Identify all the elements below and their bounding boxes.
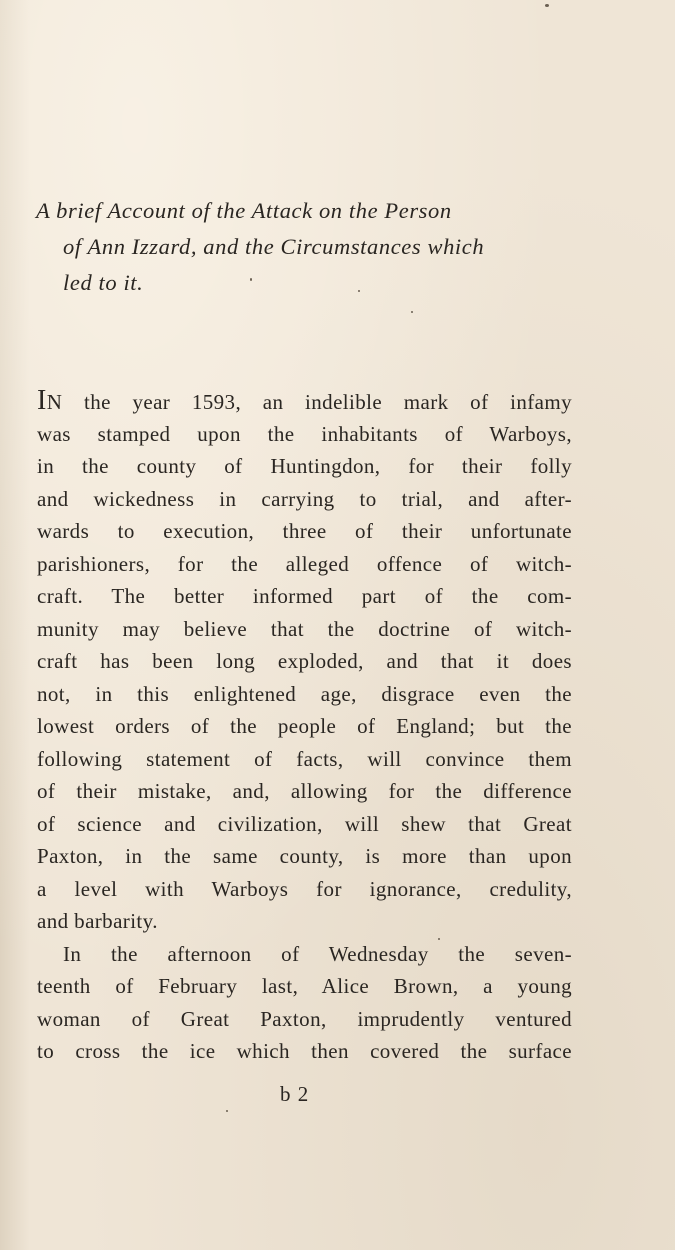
text-line: to cross the ice which then covered the surface: [37, 1039, 572, 1063]
paper-speck: [358, 290, 360, 292]
text-line: and wickedness in carrying to trial, and after-: [37, 486, 572, 511]
text-line: was stamped upon the inhabitants of Warboys,: [37, 421, 572, 446]
text-line: Paxton, in the same county, is more than upon: [37, 844, 572, 868]
text-line: parishioners, for the alleged offence of witch-: [37, 551, 572, 576]
text-line: woman of Great Paxton, imprudently ventured: [37, 1006, 572, 1031]
text-line: In the afternoon of Wednesday the seven-: [63, 941, 572, 966]
text-line: IN the year 1593, an indelible mark of infamy: [37, 385, 572, 416]
paper-speck: [545, 4, 549, 7]
text-line: teenth of February last, Alice Brown, a young: [37, 974, 572, 998]
text-line: craft has been long exploded, and that it does: [37, 649, 572, 673]
text-line: wards to execution, three of their unfortunate: [37, 519, 572, 543]
heading-line: A brief Account of the Attack on the Person: [36, 198, 452, 223]
heading-line: of Ann Izzard, and the Circumstances which: [63, 234, 485, 259]
text-line: not, in this enlightened age, disgrace even the: [37, 681, 572, 706]
text-line: of their mistake, and, allowing for the difference: [37, 779, 572, 803]
body-text: [37, 385, 572, 1068]
text-line: craft. The better informed part of the com-: [37, 584, 572, 608]
heading-line: led to it.: [63, 270, 144, 295]
paper-speck: [250, 278, 252, 281]
section-heading: [36, 193, 581, 301]
signature-mark: b 2: [280, 1082, 310, 1106]
text-line: a level with Warboys for ignorance, credulity,: [37, 876, 572, 901]
text-line: munity may believe that the doctrine of witch-: [37, 616, 572, 641]
text-line: in the county of Huntingdon, for their folly: [37, 454, 572, 478]
text-line: of science and civilization, will shew that Great: [37, 811, 572, 836]
text-line: and barbarity.: [37, 909, 158, 933]
text-line: following statement of facts, will convince them: [37, 746, 572, 771]
paper-speck: [438, 938, 440, 940]
text-line: lowest orders of the people of England; but the: [37, 714, 572, 738]
paper-speck: [411, 311, 413, 313]
paper-speck: [226, 1110, 228, 1112]
